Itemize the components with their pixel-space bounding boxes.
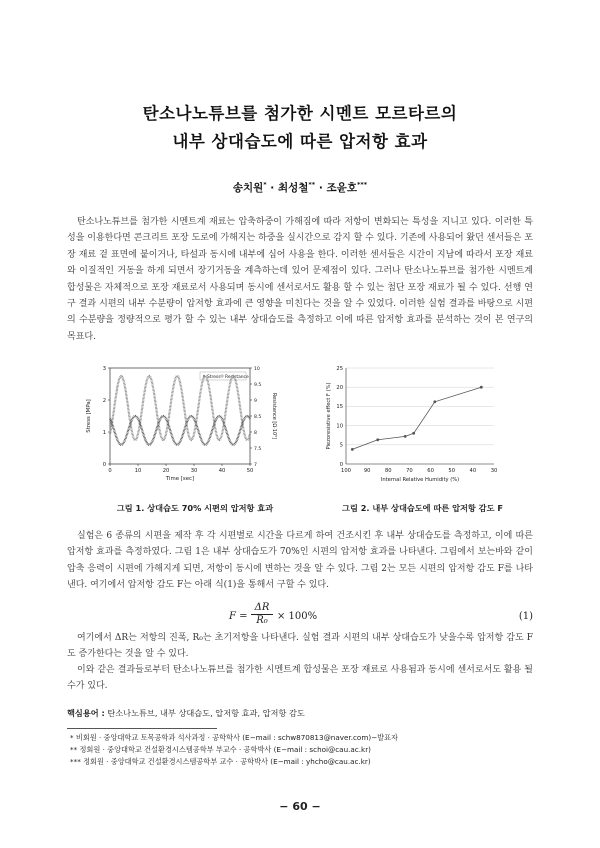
series-line-stress bbox=[110, 376, 250, 440]
author-2: 최성철 bbox=[277, 182, 309, 194]
figure-1-caption: 그림 1. 상대습도 70% 시편의 압저항 효과 bbox=[116, 503, 274, 513]
x-tick-label: 80 bbox=[384, 468, 392, 474]
x-tick-label: 20 bbox=[162, 468, 170, 474]
y-tick-label: 5 bbox=[339, 442, 343, 449]
equation-fraction bbox=[251, 602, 273, 627]
series-line bbox=[352, 387, 481, 449]
legend-label-stress: Stress bbox=[207, 374, 221, 380]
y-axis-label: Stress [MPa] bbox=[86, 399, 92, 433]
keywords-label: 핵심용어 : bbox=[67, 708, 105, 718]
equation-numerator: ΔR bbox=[251, 602, 273, 615]
y-tick-label: 3 bbox=[102, 365, 106, 372]
figure-2-caption: 그림 2. 내부 상대습도에 따른 압저항 감도 F bbox=[342, 503, 503, 513]
data-point bbox=[480, 386, 483, 389]
page-number: − 60 − bbox=[279, 800, 321, 813]
abstract-paragraph bbox=[67, 214, 533, 345]
equation-number: (1) bbox=[518, 611, 533, 622]
paper-title-line2: 내부 상대습도에 따른 압저항 효과 bbox=[172, 132, 428, 151]
figure-2-chart bbox=[322, 360, 502, 490]
body-paragraph-3 bbox=[67, 662, 533, 695]
x-tick-label: 30 bbox=[490, 468, 498, 474]
keywords-text: 탄소나노튜브, 내부 상대습도, 압저항 효과, 압저항 감도 bbox=[104, 708, 305, 718]
y2-tick-label: 8 bbox=[254, 430, 257, 436]
y2-tick-label: 8.5 bbox=[254, 414, 262, 420]
equation-rhs: × 100% bbox=[277, 611, 318, 622]
author-line bbox=[0, 180, 600, 195]
x-tick-label: 30 bbox=[190, 468, 198, 474]
legend-label-resistance: Resistance bbox=[225, 374, 249, 380]
equation-lhs: F = bbox=[229, 611, 248, 622]
y2-tick-label: 9 bbox=[254, 398, 257, 404]
x-tick-label: 10 bbox=[134, 468, 142, 474]
body-paragraph-2-text: 여기에서 ΔR는 저항의 진폭, R₀는 초기저항을 나타낸다. 실험 결과 시편의 내부 상대습도가 낮을수록 압저항 감도 F도 증가한다는 것을 알 수 있다. bbox=[67, 633, 533, 660]
data-point bbox=[376, 438, 379, 441]
figure-1-chart bbox=[80, 360, 280, 485]
y-tick-label: 0 bbox=[102, 461, 106, 468]
keywords bbox=[67, 708, 305, 719]
x-tick-label: 0 bbox=[108, 468, 112, 474]
x-tick-label: 50 bbox=[448, 468, 456, 474]
data-point bbox=[433, 400, 436, 403]
x-tick-label: 40 bbox=[218, 468, 226, 474]
equation-1 bbox=[67, 603, 533, 631]
author-1: 송치원 bbox=[232, 182, 264, 194]
y-tick-label: 0 bbox=[339, 461, 343, 468]
data-point bbox=[404, 435, 407, 438]
paper-title-line1: 탄소나노튜브를 첨가한 시멘트 모르타르의 bbox=[142, 104, 458, 123]
body-paragraph-3-text: 이와 같은 결과들로부터 탄소나노튜브를 첨가한 시멘트계 합성물은 포장 재료로 사용됨과 동시에 센서로서도 활용 될 수가 있다. bbox=[67, 665, 533, 692]
y2-tick-label: 10 bbox=[254, 366, 260, 372]
author-separator: · bbox=[266, 182, 278, 194]
abstract-text: 탄소나노튜브를 첨가한 시멘트계 재료는 압축하중이 가해짐에 따라 저항이 변화되는 특성을 지니고 있다. 이러한 특성을 이용한다면 콘크리트 포장 도로에 가해지는 하중을 실시간으로 감지 할 수 있다. 기존에 사용되어 왔던 센서들은 포장 재료 겉 표면에 붙이거나, 타설과 동시에 내부에 심어 사용을 한다. 이러한 센서들은 시간이 지남에 따라서 포장 재료와 이질적인 거동을 하게 되면서 장기거동을 계측하는데 있어 문제점이 있다. 그러나 탄소나노튜브를 첨가한 시멘트계 합성물은 자체적으로 포장 재료로서 사용되며 동시에 센서로서도 활용 할 수 있는 첨단 포장 재료가 될 수 있다. 선행 연구 결과 시편의 내부 수분량이 압저항 효과에 큰 영향을 미친다는 것을 알 수 있었다. 이러한 실험 결과를 바탕으로 시편의 수분량을 정량적으로 평가 할 수 있는 내부 상대습도를 측정하고 이에 따른 압저항 효과를 분석하는 것이 본 연구의 목표다. bbox=[67, 217, 533, 342]
body-paragraph-1 bbox=[67, 528, 533, 594]
x-tick-label: 60 bbox=[427, 468, 434, 474]
author-3-mark: *** bbox=[356, 180, 368, 189]
footnote-divider bbox=[67, 728, 217, 729]
author-separator: · bbox=[315, 182, 327, 194]
y-tick-label: 15 bbox=[336, 404, 343, 411]
y2-tick-label: 7.5 bbox=[254, 446, 262, 452]
y2-axis-label: Resistance [Ω·10⁵] bbox=[271, 392, 277, 440]
x-tick-label: 100 bbox=[341, 468, 351, 474]
author-3: 조윤호 bbox=[326, 182, 357, 194]
y-tick-label: 10 bbox=[336, 423, 343, 430]
author-1-mark: * bbox=[263, 180, 267, 189]
x-axis-label: Internal Relative Humidity (%) bbox=[380, 477, 460, 483]
x-tick-label: 50 bbox=[246, 468, 254, 474]
equation-denominator: R₀ bbox=[256, 615, 268, 626]
footnote-1: * 비회원 · 중앙대학교 토목공학과 석사과정 · 공학학사 (E−mail : schw870813@naver.com)−발표자 bbox=[70, 733, 398, 742]
y2-tick-label: 7 bbox=[254, 462, 257, 468]
y-axis-label: Piezoresistive effect F (%) bbox=[326, 382, 332, 450]
x-tick-label: 90 bbox=[363, 468, 371, 474]
data-point bbox=[351, 448, 354, 451]
body-paragraph-2 bbox=[67, 630, 533, 663]
footnote-2: ** 정회원 · 중앙대학교 건설환경시스템공학부 부교수 · 공학박사 (E−mail : schoi@cau.ac.kr) bbox=[70, 745, 371, 754]
body-paragraph-1-text: 실험은 6 종류의 시편을 제작 후 각 시편별로 시간을 다르게 하여 건조시킨 후 내부 상대습도를 측정하고, 이에 따른 압저항 효과를 측정하였다. 그림 1은 내부 상대습도가 70%인 시편의 압저항 효과를 나타낸다. 그림에서 보는바와 같이 압축 응력이 시편에 가해지게 되면, 저항이 동시에 변하는 것을 알 수 있다. 그림 2는 모든 시편의 압저항 감도 F를 나타낸다. 여기에서 압저항 감도 F는 아래 식(1)을 통해서 구할 수 있다. bbox=[67, 531, 533, 591]
x-axis-label: Time [sec] bbox=[165, 476, 195, 482]
y-tick-label: 20 bbox=[336, 385, 343, 391]
data-point bbox=[412, 432, 415, 435]
y2-tick-label: 9.5 bbox=[254, 382, 262, 388]
x-tick-label: 70 bbox=[406, 468, 413, 474]
x-tick-label: 40 bbox=[469, 468, 477, 474]
y-tick-label: 2 bbox=[102, 397, 106, 404]
author-2-mark: ** bbox=[308, 180, 316, 189]
y-tick-label: 25 bbox=[336, 365, 343, 372]
y-tick-label: 1 bbox=[102, 429, 106, 436]
footnote-3: *** 정회원 · 중앙대학교 건설환경시스템공학부 교수 · 공학박사 (E−mail : yhcho@cau.ac.kr) bbox=[70, 757, 371, 766]
